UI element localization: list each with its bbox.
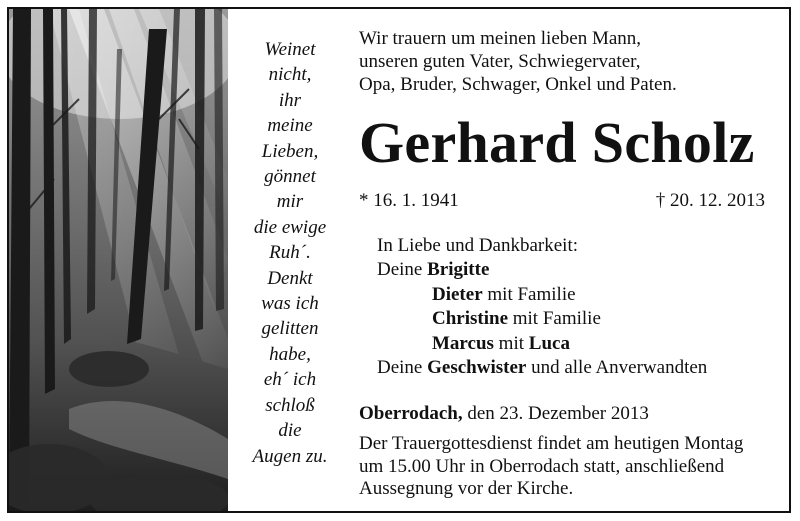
poem-line: nicht,	[268, 64, 312, 86]
poem-line: meine	[267, 115, 313, 137]
poem-line: eh´ ich	[263, 369, 317, 391]
intro-line: Opa, Bruder, Schwager, Onkel und Paten.	[359, 74, 677, 95]
mourner-prefix: Deine	[377, 357, 428, 379]
family-heading: In Liebe und Dankbarkeit:	[377, 235, 579, 256]
deceased-name: Gerhard Scholz	[359, 110, 755, 175]
mourner-child	[377, 283, 787, 307]
mourner-wife	[377, 258, 787, 282]
place-date	[359, 402, 789, 426]
mourner-child	[377, 332, 787, 356]
poem-line: mir	[276, 191, 304, 213]
poem	[235, 37, 345, 469]
birth-date: * 16. 1. 1941	[359, 190, 459, 211]
poem-line: die ewige	[253, 216, 327, 238]
poem-line: gönnet	[264, 166, 316, 188]
poem-line: was ich	[261, 293, 319, 315]
notice-date: den 23. Dezember 2013	[462, 403, 649, 424]
forest-photo	[9, 9, 228, 511]
grandchild-name: Luca	[528, 332, 570, 354]
poem-line: Ruh´.	[269, 242, 311, 264]
mourner-siblings	[377, 356, 787, 380]
mourner-child	[377, 307, 787, 331]
mourner-connector: mit	[493, 332, 529, 354]
obituary-notice	[7, 7, 791, 513]
service-info	[359, 433, 789, 501]
death-date: † 20. 12. 2013	[655, 190, 765, 211]
child-name: Dieter	[432, 283, 483, 305]
mourner-prefix: Deine	[377, 259, 428, 281]
town-name: Oberrodach,	[359, 403, 463, 424]
poem-line: ihr	[278, 89, 302, 111]
intro-text	[359, 27, 789, 96]
poem-line: die	[278, 420, 302, 442]
service-line: um 15.00 Uhr in Oberrodach statt, anschließend	[359, 455, 725, 477]
poem-line: Denkt	[267, 267, 313, 289]
service-line: Der Trauergottesdienst findet am heutigen Montag	[359, 433, 744, 454]
poem-line: Augen zu.	[252, 445, 328, 467]
poem-line: habe,	[269, 343, 311, 365]
wife-name: Brigitte	[427, 259, 490, 281]
mourner-suffix: mit Familie	[482, 283, 576, 305]
poem-line: gelitten	[261, 318, 319, 340]
child-name: Christine	[432, 308, 508, 330]
child-name: Marcus	[432, 332, 494, 354]
intro-line: unseren guten Vater, Schwiegervater,	[359, 51, 641, 72]
poem-line: schloß	[265, 394, 315, 416]
service-line: Aussegnung vor der Kirche.	[359, 478, 574, 499]
mourner-suffix: und alle Anverwandten	[526, 357, 708, 379]
intro-line: Wir trauern um meinen lieben Mann,	[359, 28, 642, 49]
poem-line: Weinet	[264, 39, 316, 60]
siblings-label: Geschwister	[427, 357, 527, 379]
mourners-list	[377, 234, 787, 380]
poem-line: Lieben,	[261, 140, 319, 162]
mourner-suffix: mit Familie	[508, 308, 601, 330]
